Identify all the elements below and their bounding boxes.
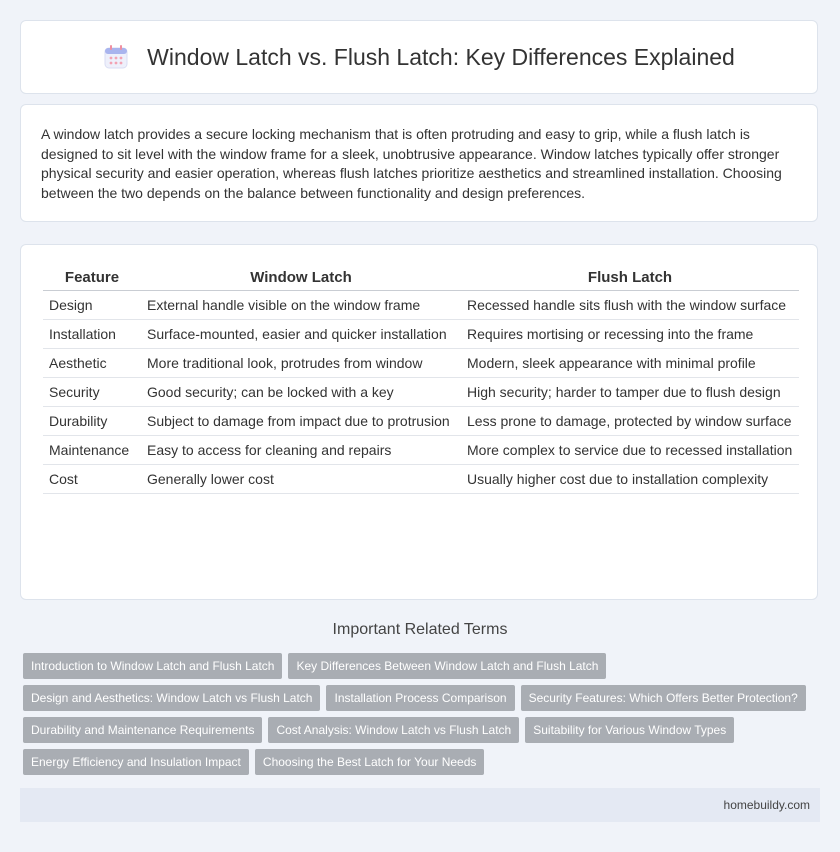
table-cell: Good security; can be locked with a key [141,378,461,407]
column-header: Window Latch [141,263,461,291]
table-cell: Surface-mounted, easier and quicker installation [141,320,461,349]
related-terms-list [23,653,823,781]
page-title: Window Latch vs. Flush Latch: Key Differences Explained [147,43,735,70]
table-cell: Maintenance [43,436,141,465]
table-cell: Recessed handle sits flush with the window surface [461,291,799,320]
comparison-table [43,263,799,494]
footer [20,788,820,822]
table-cell: External handle visible on the window frame [141,291,461,320]
column-header: Feature [43,263,141,291]
related-term-link[interactable]: Design and Aesthetics: Window Latch vs Flush Latch [23,685,320,711]
table-cell: Security [43,378,141,407]
header-card [20,20,818,94]
table-cell: Design [43,291,141,320]
table-row [43,465,799,494]
table-row [43,407,799,436]
table-cell: Cost [43,465,141,494]
table-row [43,291,799,320]
related-term-link[interactable]: Choosing the Best Latch for Your Needs [255,749,484,775]
related-term-link[interactable]: Cost Analysis: Window Latch vs Flush Latch [268,717,519,743]
footer-site-link[interactable]: homebuildy.com [723,798,810,812]
table-row [43,378,799,407]
related-terms-title: Important Related Terms [332,621,508,638]
calendar-icon [103,44,129,70]
table-cell: Subject to damage from impact due to protrusion [141,407,461,436]
related-term-link[interactable]: Installation Process Comparison [326,685,514,711]
related-term-link[interactable]: Suitability for Various Window Types [525,717,734,743]
related-term-link[interactable]: Security Features: Which Offers Better Protection? [521,685,806,711]
column-header: Flush Latch [461,263,799,291]
table-cell: High security; harder to tamper due to flush design [461,378,799,407]
related-term-link[interactable]: Energy Efficiency and Insulation Impact [23,749,249,775]
table-cell: Durability [43,407,141,436]
table-cell: Installation [43,320,141,349]
table-row [43,436,799,465]
comparison-card [20,244,818,600]
table-cell: More complex to service due to recessed installation [461,436,799,465]
table-cell: Aesthetic [43,349,141,378]
intro-text: A window latch provides a secure locking mechanism that is often protruding and easy to grip, while a flush latch is designed to sit level with the window frame for a sleek, unobtrusive appearance. Window latches typically offer stronger physical security and easier operation, whereas flush latches prioritize aesthetics and streamlined installation. Choosing between the two depends on the balance between functionality and design preferences. [41,126,782,201]
table-header-row [43,263,799,291]
table-cell: Less prone to damage, protected by window surface [461,407,799,436]
table-cell: Easy to access for cleaning and repairs [141,436,461,465]
table-row [43,349,799,378]
table-cell: Usually higher cost due to installation complexity [461,465,799,494]
related-term-link[interactable]: Durability and Maintenance Requirements [23,717,262,743]
table-row [43,320,799,349]
related-term-link[interactable]: Key Differences Between Window Latch and Flush Latch [288,653,606,679]
table-cell: More traditional look, protrudes from window [141,349,461,378]
intro-card [20,104,818,222]
table-cell: Modern, sleek appearance with minimal profile [461,349,799,378]
table-cell: Requires mortising or recessing into the frame [461,320,799,349]
table-cell: Generally lower cost [141,465,461,494]
related-term-link[interactable]: Introduction to Window Latch and Flush Latch [23,653,282,679]
